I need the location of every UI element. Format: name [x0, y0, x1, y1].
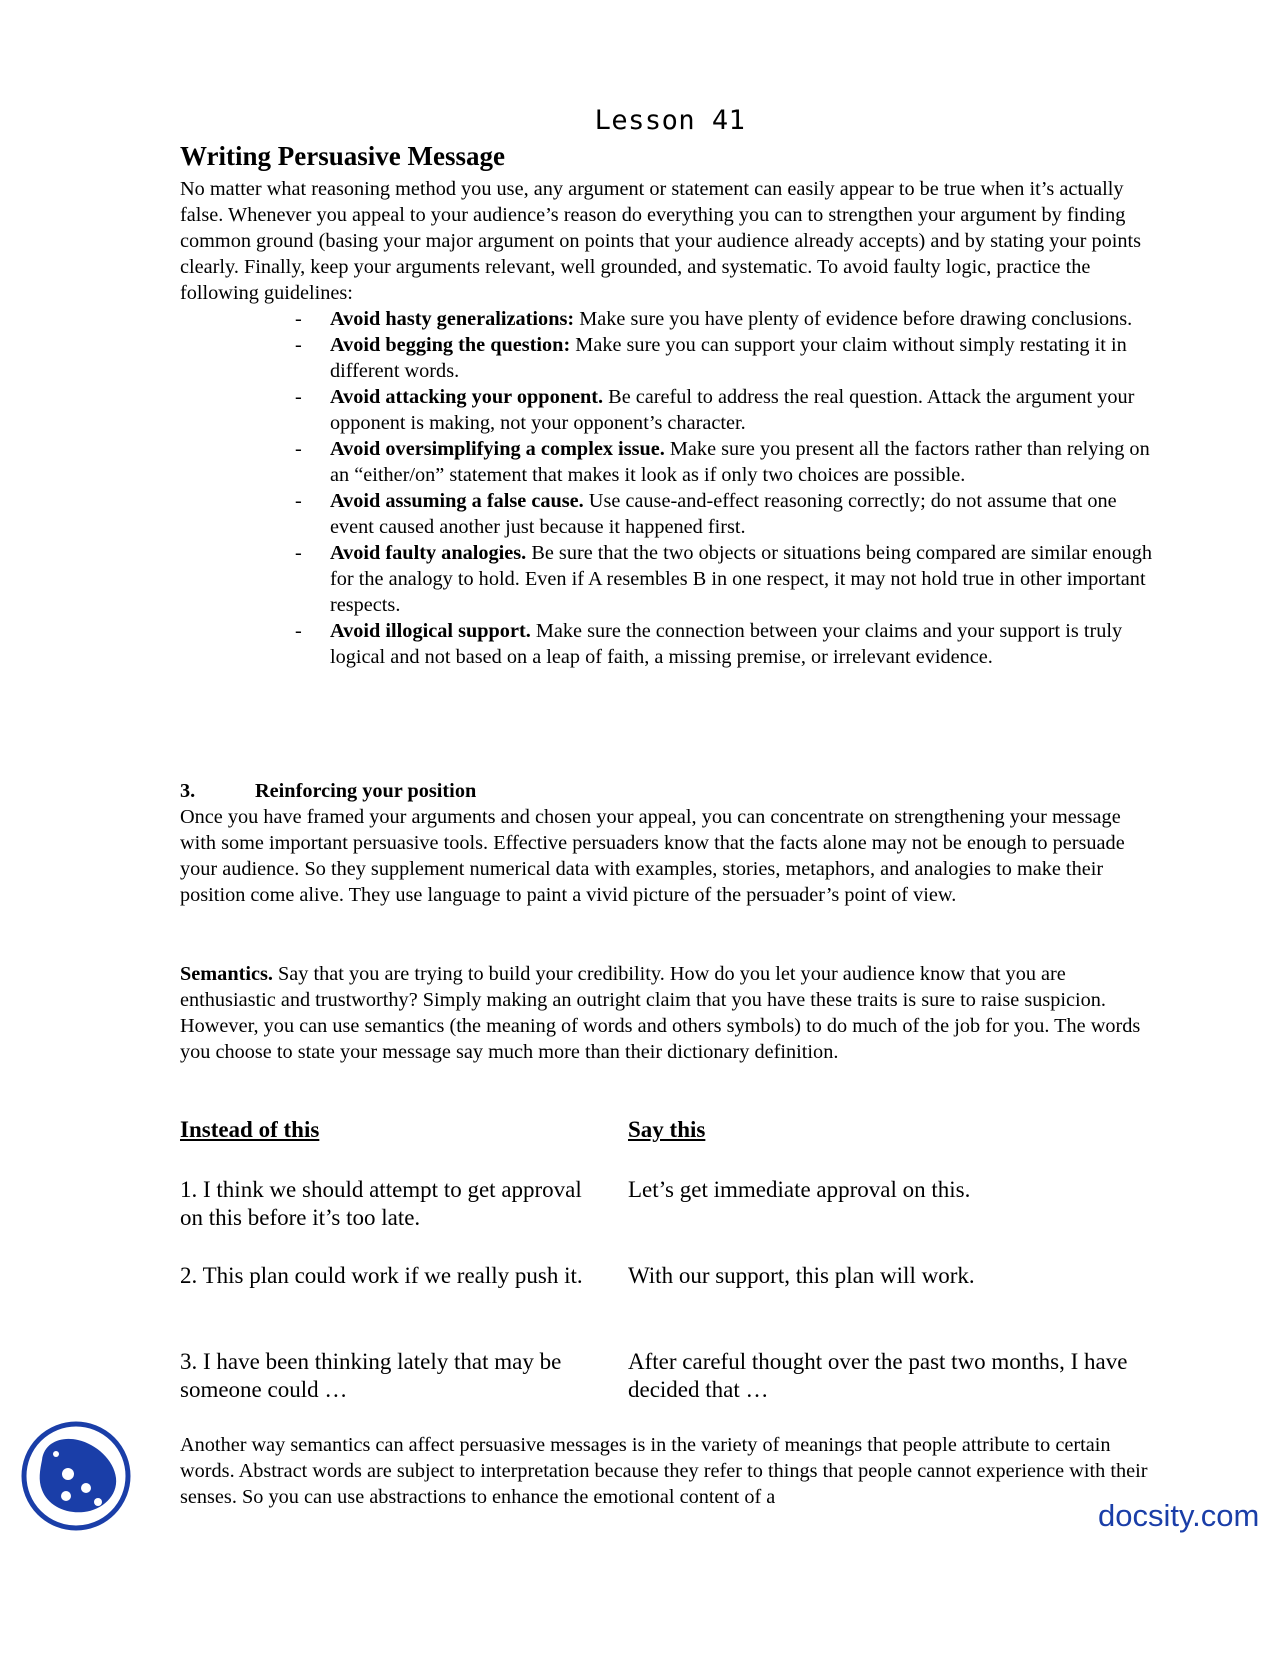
guideline-text: Use cause-and-effect reasoning correctly; do not assume that one event caused another just because it happened first. — [330, 490, 1117, 538]
column-header-instead: Instead of this — [180, 1117, 320, 1142]
guideline-heading: Avoid hasty generalizations: — [330, 308, 575, 330]
guideline-text: Be sure that the two objects or situations being compared are similar enough for the analogy to hold. Even if A resembles B in one respect, it may not hold true in other important respects. — [330, 542, 1153, 616]
list-item — [295, 332, 1155, 384]
docsity-logo-icon[interactable] — [20, 1420, 132, 1532]
say-text: After careful thought over the past two months, I have decided that … — [628, 1349, 1128, 1402]
section-heading — [180, 778, 476, 804]
bullet-dash: - — [295, 334, 302, 356]
say-text: Let’s get immediate approval on this. — [628, 1177, 971, 1202]
instead-text: 1. I think we should attempt to get approval on this before it’s too late. — [180, 1177, 582, 1230]
bullet-dash: - — [295, 308, 302, 330]
guideline-text: Be careful to address the real question. Attack the argument your opponent is making, not your opponent’s character. — [330, 386, 1135, 434]
guideline-heading: Avoid oversimplifying a complex issue. — [330, 438, 665, 460]
guideline-text: Make sure you present all the factors rather than relying on an “either/on” statement that makes it look as if only two choices are possible. — [330, 438, 1150, 486]
docsity-brand-text[interactable]: docsity.com — [1098, 1498, 1260, 1533]
bullet-dash: - — [295, 542, 302, 564]
list-item — [295, 540, 1155, 618]
list-item — [295, 384, 1155, 436]
guideline-text: Make sure the connection between your claims and your support is truly logical and not based on a leap of faith, a missing premise, or irrelevant evidence. — [330, 620, 1123, 668]
reinforce-paragraph: Once you have framed your arguments and chosen your appeal, you can concentrate on strengthening your message with some important persuasive tools. Effective persuaders know that the facts alone may not be enough to persuade your audience. So they supplement numerical data with examples, stories, metaphors, and analogies to make their position come alive. They use language to paint a vivid picture of the persuader’s point of view. — [180, 806, 1125, 906]
section-number: 3. — [180, 780, 196, 802]
guideline-text: Make sure you can support your claim without simply restating it in different words. — [330, 334, 1127, 382]
guidelines-list — [295, 306, 1155, 670]
semantics-heading: Semantics. — [180, 963, 273, 985]
semantics-paragraph — [180, 961, 1150, 1065]
guideline-heading: Avoid faulty analogies. — [330, 542, 527, 564]
bullet-dash: - — [295, 620, 302, 642]
guideline-heading: Avoid assuming a false cause. — [330, 490, 584, 512]
intro-paragraph: No matter what reasoning method you use, any argument or statement can easily appear to be true when it’s actually false. Whenever you appeal to your audience’s reason do everything you can to strengthen your argument by finding common ground (basing your major argument on points that your audience already accepts) and by stating your points clearly. Finally, keep your arguments relevant, well grounded, and systematic. To avoid faulty logic, practice the following guidelines: — [180, 178, 1142, 304]
instead-text: 2. This plan could work if we really push it. — [180, 1263, 583, 1288]
bullet-dash: - — [295, 490, 302, 512]
guideline-heading: Avoid begging the question: — [330, 334, 571, 356]
say-text: With our support, this plan will work. — [628, 1263, 975, 1288]
guideline-heading: Avoid attacking your opponent. — [330, 386, 604, 408]
instead-text: 3. I have been thinking lately that may be someone could … — [180, 1349, 562, 1402]
list-item — [295, 618, 1155, 670]
bullet-dash: - — [295, 386, 302, 408]
list-item — [295, 488, 1155, 540]
list-item — [295, 436, 1155, 488]
lesson-number: Lesson 41 — [594, 105, 746, 136]
guideline-text: Make sure you have plenty of evidence before drawing conclusions. — [574, 308, 1133, 330]
guideline-heading: Avoid illogical support. — [330, 620, 531, 642]
column-header-say: Say this — [628, 1117, 706, 1142]
semantics-text: Say that you are trying to build your credibility. How do you let your audience know that you are enthusiastic and trustworthy? Simply making an outright claim that you have these traits is sure to raise suspicion. However, you can use semantics (the meaning of words and others symbols) to do much of the job for you. The words you choose to state your message say much more than their dictionary definition. — [180, 963, 1141, 1063]
closing-paragraph: Another way semantics can affect persuasive messages is in the variety of meanings that people attribute to certain words. Abstract words are subject to interpretation because they refer to things that people cannot experience with their senses. So you can use abstractions to enhance the emotional content of a — [180, 1434, 1148, 1508]
section-title: Reinforcing your position — [255, 780, 477, 802]
bullet-dash: - — [295, 438, 302, 460]
page-title: Writing Persuasive Message — [180, 141, 505, 171]
list-item — [295, 306, 1155, 332]
